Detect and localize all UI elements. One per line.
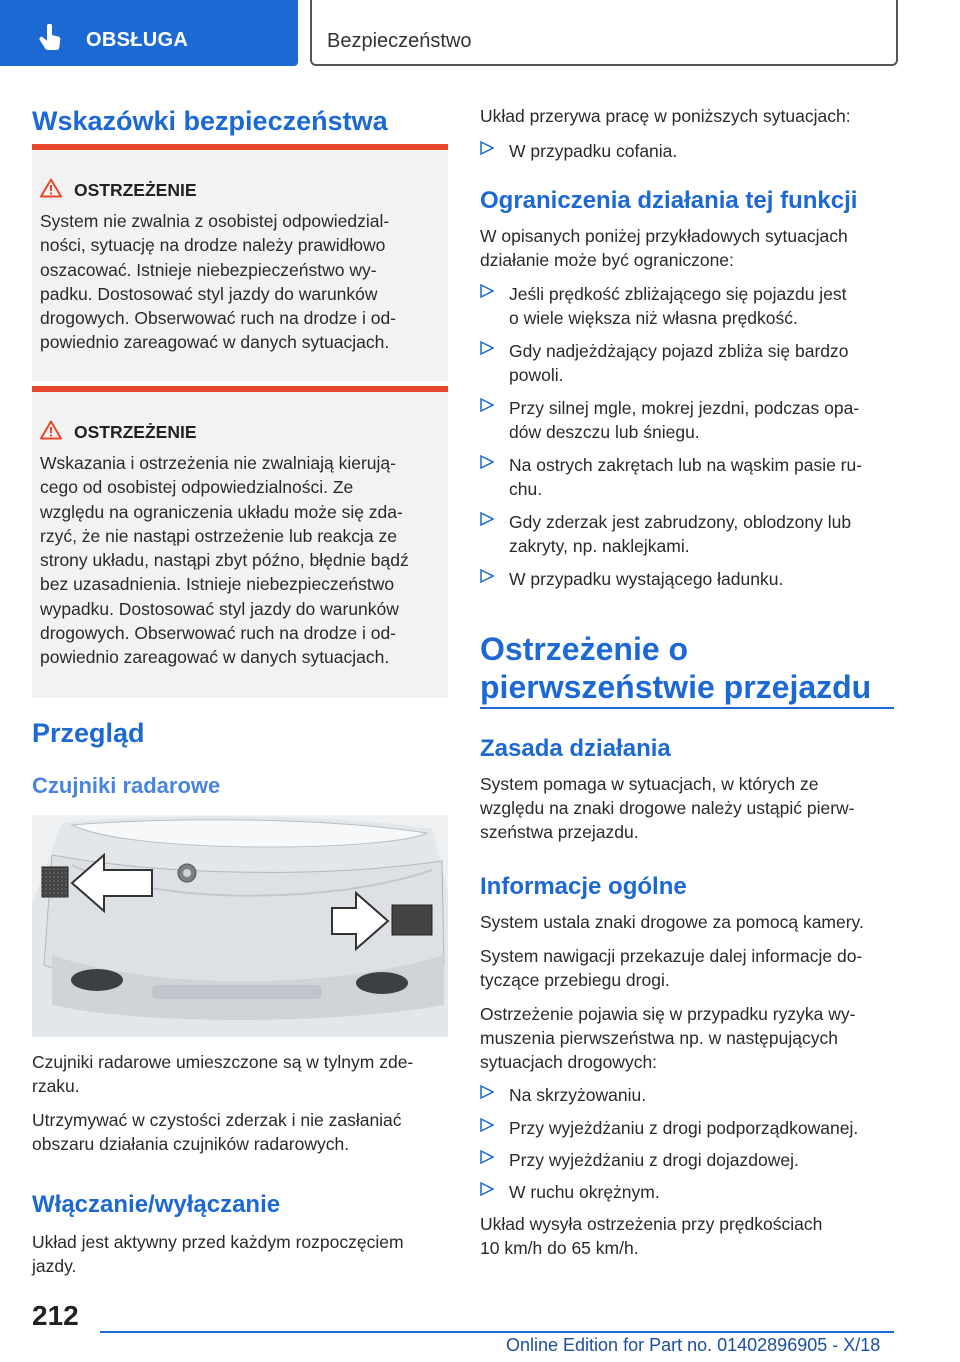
principle-heading: Zasada działania [480,735,671,762]
edition-note: Online Edition for Part no. 01402896905 - X/18 [506,1335,881,1355]
list-item: Jeśli prędkość zbliżającego się pojazdu jest o wiele większa niż własna prędkość. [480,282,900,330]
warning-text: Wskazania i ostrzeżenia nie zwalniają kierują- cego od osobistej odpowiedzialności. Ze względu na ograniczenia układu może się zda- rzyć, że nie nastąpi ostrzeżenie lub reakcja ze strony układu, nastąpi zbyt późno, błędnie bądź bez uzasadnienia. Istnieje niebezpieczeństwo wypadku. Dostosować styl jazdy do warunków drogowych. Obserwować ruch na drodze i od- powiednio zareagować w danych sytuacjach. [40,453,409,668]
triangle-bullet-icon [480,569,494,583]
general-paragraph-3: Ostrzeżenie pojawia się w przypadku ryzyka wy- muszenia pierwszeństwa np. w następujących sytuacjach drogowych: [480,1004,856,1072]
triangle-bullet-icon [480,341,494,355]
triangle-bullet-icon [480,455,494,469]
warning-triangle-icon [40,420,62,440]
triangle-bullet-icon [480,512,494,526]
list-item: W przypadku cofania. [480,139,900,163]
list-item: Gdy nadjeżdżający pojazd zbliża się bardzo powoli. [480,339,900,387]
intro-paragraph: Układ przerywa pracę w poniższych sytuacjach: [480,106,851,126]
warning-triangle-icon [40,178,62,198]
principle-paragraph: System pomaga w sytuacjach, w których ze względu na znaki drogowe należy ustąpić pierw- szeństwa przejazdu. [480,774,855,842]
section-title: Wskazówki bezpieczeństwa [32,106,388,136]
triangle-bullet-icon [480,1150,494,1164]
triangle-bullet-icon [480,141,494,155]
limits-heading: Ograniczenia działania tej funkcji [480,187,858,214]
onoff-heading: Włączanie/wyłączanie [32,1191,281,1218]
general-paragraph-2: System nawigacji przekazuje dalej informacje do- tyczące przebiegu drogi. [480,946,863,990]
radar-paragraph-2: Utrzymywać w czystości zderzak i nie zasłaniać obszaru działania czujników radarowych. [32,1110,402,1154]
warning-title: OSTRZEŻENIE [74,180,197,200]
general-paragraph-4: Układ wysyła ostrzeżenia przy prędkościach 10 km/h do 65 km/h. [480,1214,823,1258]
chapter-box [310,0,898,66]
list-item: Gdy zderzak jest zabrudzony, oblodzony lub zakryty, np. naklejkami. [480,510,900,558]
page-number: 212 [32,1300,79,1331]
heading-rule [480,707,894,709]
list-item: Przy wyjeżdżaniu z drogi dojazdowej. [480,1148,900,1172]
triangle-bullet-icon [480,398,494,412]
list-item: Przy wyjeżdżaniu z drogi podporządkowanej. [480,1116,900,1140]
overview-heading: Przegląd [32,718,145,748]
chapter-heading: Ostrzeżenie o pierwszeństwie przejazdu [480,631,872,705]
limits-intro: W opisanych poniżej przykładowych sytuacjach działanie może być ograniczone: [480,226,848,270]
section-label: OBSŁUGA [86,29,189,51]
radar-heading: Czujniki radarowe [32,773,221,798]
chapter-label: Bezpieczeństwo [327,30,472,52]
triangle-bullet-icon [480,1182,494,1196]
warning-text: System nie zwalnia z osobistej odpowiedzial- ności, sytuację na drodze należy prawidłowo oszacować. Istnieje niebezpieczeństwo wy- padku. Dostosować styl jazdy do warunków drogowych. Obserwować ruch na drodze i od- powiednio zareagować w danych sytuacjach. [40,211,397,353]
list-item: Przy silnej mgle, mokrej jezdni, podczas opa- dów deszczu lub śniegu. [480,396,900,444]
triangle-bullet-icon [480,1118,494,1132]
warning-box-2 [32,386,448,698]
list-item: Na ostrych zakrętach lub na wąskim pasie ru- chu. [480,453,900,501]
warning-box-1 [32,144,448,381]
triangle-bullet-icon [480,1085,494,1099]
onoff-paragraph: Układ jest aktywny przed każdym rozpoczęciem jazdy. [32,1232,404,1276]
list-item: W przypadku wystającego ładunku. [480,567,900,591]
general-paragraph-1: System ustala znaki drogowe za pomocą kamery. [480,912,864,932]
general-heading: Informacje ogólne [480,873,687,900]
hand-pointer-icon [38,24,64,52]
car-rear-illustration [32,815,448,1037]
warning-title: OSTRZEŻENIE [74,422,197,442]
footer-rule [100,1331,894,1333]
triangle-bullet-icon [480,284,494,298]
radar-paragraph-1: Czujniki radarowe umieszczone są w tylnym zde- rzaku. [32,1052,414,1096]
list-item: W ruchu okrężnym. [480,1180,900,1204]
list-item: Na skrzyżowaniu. [480,1083,900,1107]
section-tab [0,0,298,66]
